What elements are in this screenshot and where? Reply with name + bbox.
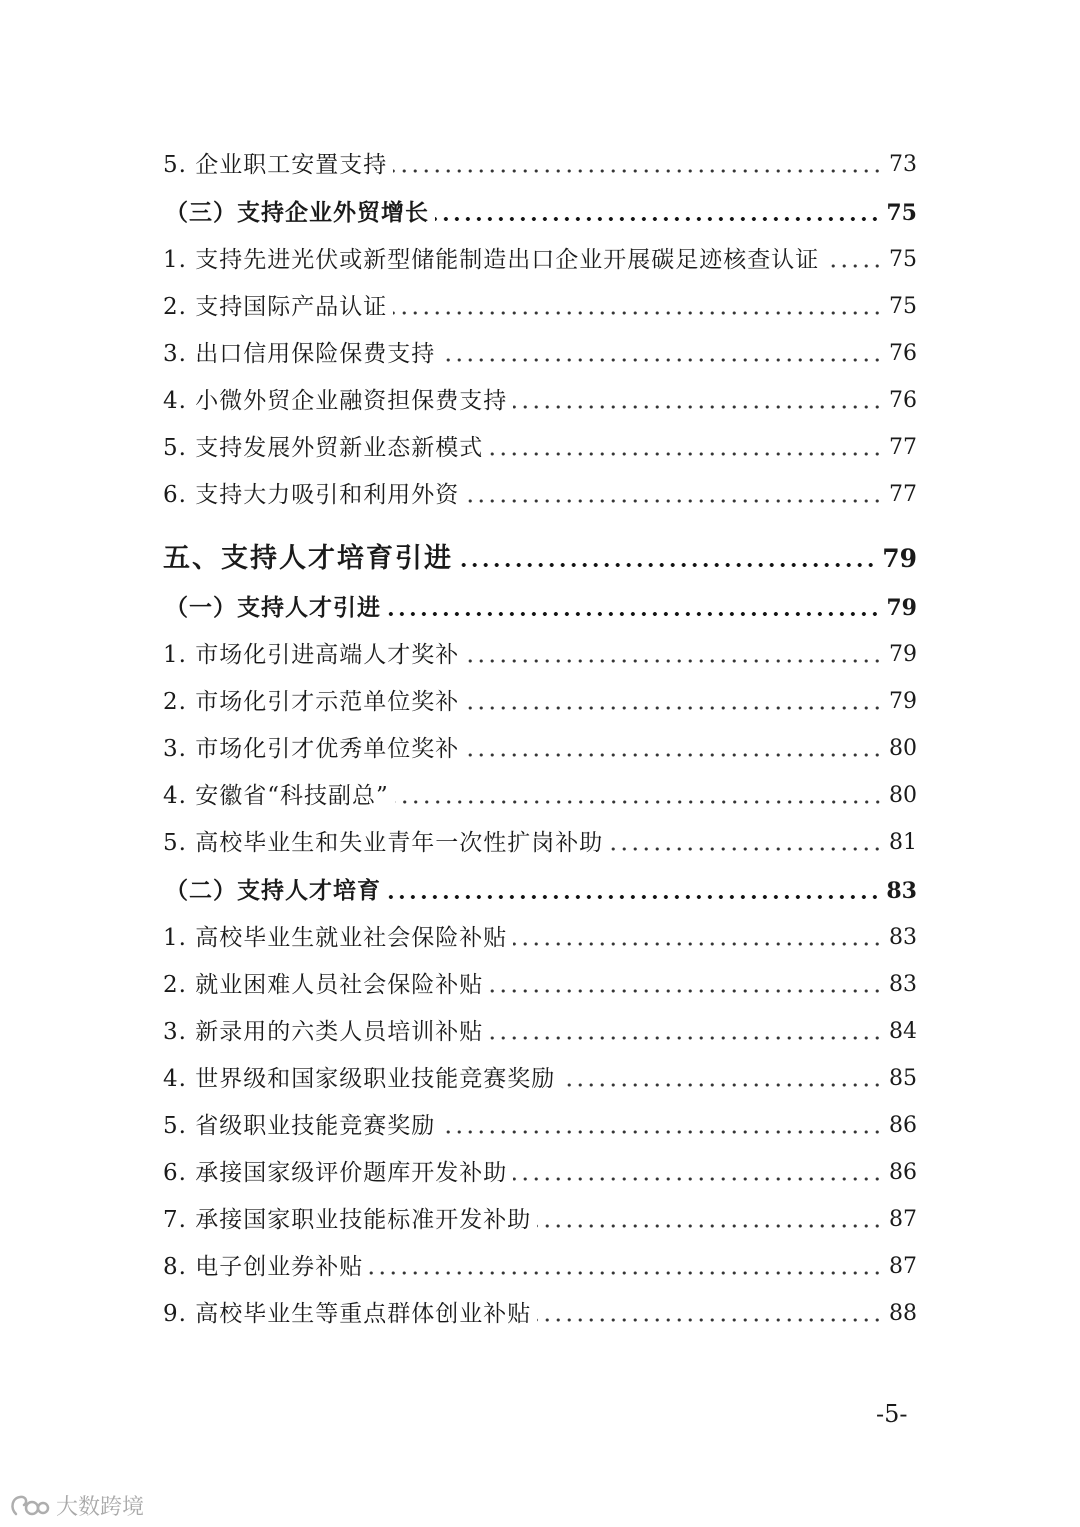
toc-entry [163,1101,917,1141]
toc-dot-leader [369,1271,883,1275]
toc-entry-title: 9. 高校毕业生等重点群体创业补贴 [163,1301,532,1327]
toc-dot-leader [465,659,883,663]
toc-entry [163,1195,917,1235]
toc-entry-title: （一）支持人才引进 [165,594,381,621]
toc-entry-page: 80 [889,736,917,761]
toc-dot-leader [387,895,880,899]
toc-entry [163,1289,917,1329]
toc-entry [163,376,917,416]
toc-entry-title: 1. 市场化引进高端人才奖补 [163,642,460,668]
toc-entry-title: 1. 支持先进光伏或新型储能制造出口企业开展碳足迹核查认证 [163,247,820,273]
toc-entry [163,771,917,811]
toc-entry-page: 75 [889,294,917,319]
toc-entry-title: （三）支持企业外贸增长 [165,199,429,226]
toc-entry-page: 86 [889,1160,917,1185]
page-number: -5- [876,1400,908,1428]
toc-entry [163,235,917,275]
toc-entry-page: 87 [889,1254,917,1279]
toc-entry [163,960,917,1000]
toc-entry-title: 4. 安徽省“科技副总” [163,783,389,809]
toc-entry-title: 3. 市场化引才优秀单位奖补 [163,736,460,762]
toc-entry [163,1007,917,1047]
toc-entry-page: 85 [889,1066,917,1091]
toc-dot-leader [561,1083,883,1087]
toc-entry [163,866,917,906]
toc-dot-leader [825,264,883,268]
toc-entry-page: 83 [889,925,917,950]
toc-entry [163,724,917,764]
toc-dot-leader [465,499,883,503]
toc-entry [163,423,917,463]
toc-dot-leader [441,358,883,362]
toc-entry [163,470,917,510]
toc-entry-page: 83 [889,972,917,997]
toc-dot-leader [465,753,883,757]
toc-entry [163,583,917,623]
toc-entry-page: 77 [889,435,917,460]
toc-dot-leader [513,1177,883,1181]
toc-entry-page: 80 [889,783,917,808]
toc-entry-page: 77 [889,482,917,507]
toc-entry [163,1148,917,1188]
toc-dot-leader [459,563,876,567]
toc-entry [163,677,917,717]
toc-entry-title: 2. 就业困难人员社会保险补贴 [163,972,484,998]
toc-dot-leader [465,706,883,710]
toc-entry-title: 5. 省级职业技能竞赛奖励 [163,1113,436,1139]
toc-entry [163,818,917,858]
toc-entry-page: 75 [889,247,917,272]
toc-entry-title: 6. 承接国家级评价题库开发补助 [163,1160,508,1186]
toc-entry-title: 4. 世界级和国家级职业技能竞赛奖励 [163,1066,556,1092]
toc-entry-title: 2. 支持国际产品认证 [163,294,388,320]
watermark-text: 大数跨境 [56,1495,145,1520]
toc-dot-leader [489,452,883,456]
toc-entry-page: 88 [889,1301,917,1326]
toc-entry-title: 3. 新录用的六类人员培训补贴 [163,1019,484,1045]
toc-dot-leader [387,612,880,616]
toc-entry-title: 3. 出口信用保险保费支持 [163,341,436,367]
toc-entry-page: 76 [889,388,917,413]
toc-entry-page: 81 [889,830,917,855]
toc-entry [163,329,917,369]
toc-dot-leader [537,1224,883,1228]
toc-dot-leader [489,1036,883,1040]
toc-entry-title: 5. 企业职工安置支持 [163,152,388,178]
toc-entry [163,1242,917,1282]
toc-entry-page: 86 [889,1113,917,1138]
toc-dot-leader [393,311,883,315]
toc-dot-leader [609,847,883,851]
toc-entry [163,530,917,574]
toc-entry-title: 7. 承接国家职业技能标准开发补助 [163,1207,532,1233]
toc-entry [163,140,917,180]
toc-entry-title: 6. 支持大力吸引和利用外资 [163,482,460,508]
toc-dot-leader [537,1318,883,1322]
toc-entry [163,282,917,322]
toc-entry-title: 5. 支持发展外贸新业态新模式 [163,435,484,461]
toc-entry-title: 五、支持人才培育引进 [163,543,453,574]
toc-entry-page: 79 [886,595,917,621]
toc-dot-leader [441,1130,883,1134]
toc-entry-title: 5. 高校毕业生和失业青年一次性扩岗补助 [163,830,604,856]
toc-entry-page: 76 [889,341,917,366]
toc-dot-leader [489,989,883,993]
toc-dot-leader [513,405,883,409]
toc-entry-title: 2. 市场化引才示范单位奖补 [163,689,460,715]
toc-entry-page: 73 [889,152,917,177]
toc-entry-title: 4. 小微外贸企业融资担保费支持 [163,388,508,414]
toc-entry-page: 79 [882,544,917,573]
toc-entry-title: 8. 电子创业券补贴 [163,1254,364,1280]
toc-entry [163,913,917,953]
toc-entry-page: 79 [889,642,917,667]
watermark [8,1490,144,1521]
toc-dot-leader [395,800,883,804]
toc-entry-page: 79 [889,689,917,714]
toc-entry [163,188,917,228]
toc-entry [163,1054,917,1094]
toc-entry-page: 87 [889,1207,917,1232]
toc-entry [163,630,917,670]
toc-dot-leader [513,942,883,946]
toc-entry-page: 75 [886,200,917,226]
toc-dot-leader [393,169,883,173]
toc-entry-page: 83 [886,878,917,904]
toc-entry-title: （二）支持人才培育 [165,877,381,904]
toc-dot-leader [435,217,880,221]
toc-entry-title: 1. 高校毕业生就业社会保险补贴 [163,925,508,951]
toc-entry-page: 84 [889,1019,917,1044]
watermark-logo-icon [8,1492,50,1520]
